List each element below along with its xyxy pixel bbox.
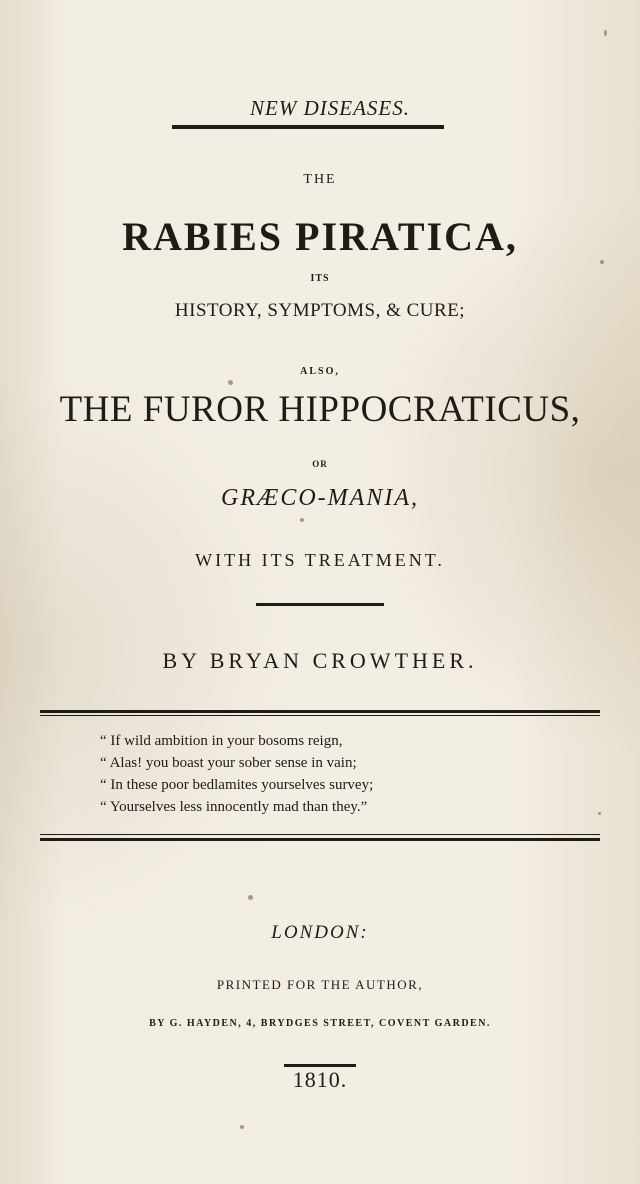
author-line: BY BRYAN CROWTHER.: [162, 648, 478, 673]
publication-year: 1810.: [292, 1067, 348, 1092]
epigraph-top-rule-thin: [40, 715, 600, 716]
foxing-spot: [248, 895, 253, 900]
foxing-spot: [598, 812, 601, 815]
alternate-title: GRÆCO-MANIA,: [221, 485, 419, 511]
epigraph-bottom-rule: [40, 838, 600, 841]
subtitle-history: HISTORY, SYMPTOMS, & CURE;: [174, 300, 466, 321]
epigraph-line: “ Yourselves less innocently mad than they.”: [100, 799, 368, 815]
connector-also: ALSO,: [300, 366, 340, 377]
imprint-place: LONDON:: [271, 922, 369, 943]
foxing-spot: [300, 518, 304, 522]
series-underline: [172, 125, 444, 129]
article-the: THE: [303, 172, 337, 187]
epigraph-bottom-rule-thin: [40, 834, 600, 835]
treatment-line: WITH ITS TREATMENT.: [195, 550, 445, 570]
epigraph-line: “ In these poor bedlamites yourselves survey;: [100, 777, 374, 793]
short-rule: [256, 603, 384, 606]
epigraph-line: “ Alas! you boast your sober sense in vain;: [100, 755, 357, 771]
epigraph-top-rule: [40, 710, 600, 713]
epigraph: [100, 730, 560, 818]
foxing-spot: [240, 1125, 244, 1129]
connector-its: ITS: [310, 273, 330, 284]
printer-line: BY G. HAYDEN, 4, BRYDGES STREET, COVENT GARDEN.: [149, 1018, 491, 1029]
main-title: RABIES PIRATICA,: [122, 214, 518, 259]
foxing-spot: [228, 380, 233, 385]
foxing-spot: [600, 260, 604, 264]
printed-for: PRINTED FOR THE AUTHOR,: [216, 977, 424, 992]
epigraph-line: “ If wild ambition in your bosoms reign,: [100, 733, 343, 749]
series-title: NEW DISEASES.: [250, 96, 410, 120]
foxing-spot: [604, 30, 607, 36]
connector-or: OR: [312, 459, 328, 469]
second-title: THE FUROR HIPPOCRATICUS,: [59, 389, 581, 430]
